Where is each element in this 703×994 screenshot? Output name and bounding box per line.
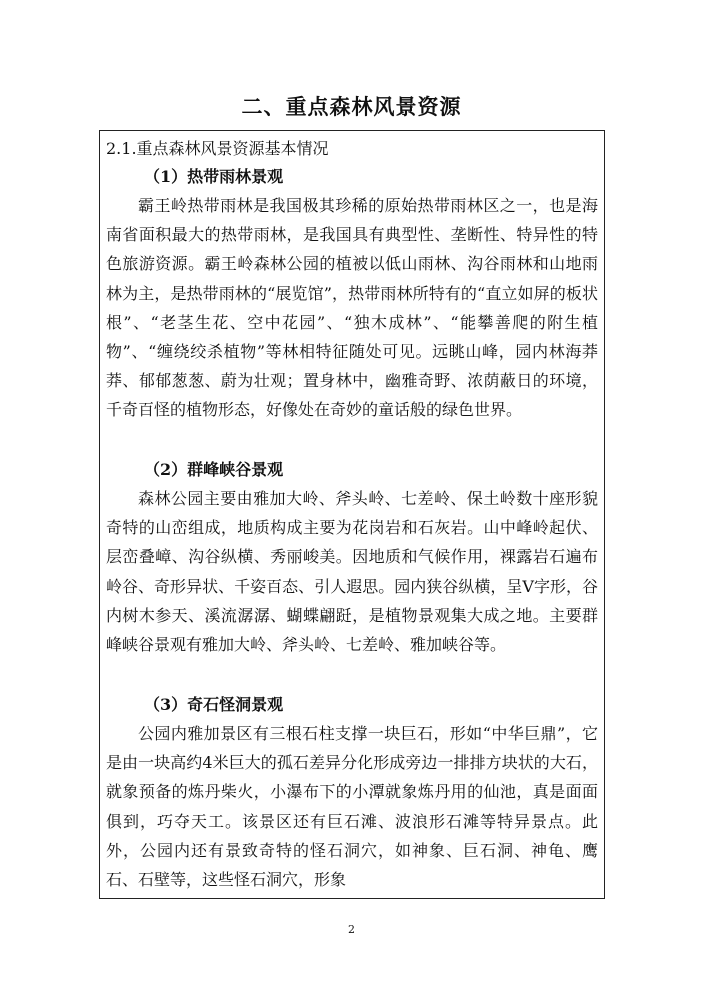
- page-number: 2: [348, 923, 355, 936]
- paragraph-rocks-caves: 公园内雅加景区有三根石柱支撑一块巨石，形如“中华巨鼎”，它是由一块高约4米巨大的孤石差异分化形成旁边一排排方块状的大石，就象预备的炼丹柴火，小瀑布下的小潭就象炼丹用的仙池，真是面面俱到，巧夺天工。该景区还有巨石滩、波浪形石滩等特异景点。此外，公园内还有景致奇特的怪石洞穴，如神象、巨石洞、神龟、鹰石、石壁等，这些怪石洞穴，形象: [106, 724, 598, 890]
- subsection-heading-peaks-valleys: （2）群峰峡谷景观: [144, 460, 284, 479]
- paragraph-peaks-valleys: 森林公园主要由雅加大岭、斧头岭、七差岭、保土岭数十座形貌奇特的山峦组成，地质构成主要为花岗岩和石灰岩。山中峰岭起伏、层峦叠嶂、沟谷纵横、秀丽峻美。因地质和气候作用，裸露岩石遍布岭谷、奇形异状、千姿百态、引人遐思。园内狭谷纵横，呈V字形，谷内树木参天、溪流潺潺、蝴蝶翩跹，是植物景观集大成之地。主要群峰峡谷景观有雅加大岭、斧头岭、七差岭、雅加峡谷等。: [106, 489, 598, 655]
- subsection-heading-rainforest: （1）热带雨林景观: [144, 167, 284, 186]
- paragraph-rainforest: 霸王岭热带雨林是我国极其珍稀的原始热带雨林区之一，也是海南省面积最大的热带雨林，是我国具有典型性、垄断性、特异性的特色旅游资源。霸王岭森林公园的植被以低山雨林、沟谷雨林和山地雨林为主，是热带雨林的“展览馆”，热带雨林所特有的“直立如屏的板状根”、“老茎生花、空中花园”、“独木成林”、“能攀善爬的附生植物”、“缠绕绞杀植物”等林相特征随处可见。远眺山峰，园内林海莽莽、郁郁葱葱、蔚为壮观；置身林中，幽雅奇野、浓荫蔽日的环境，千奇百怪的植物形态，好像处在奇妙的童话般的绿色世界。: [106, 196, 598, 420]
- page-title: 二、重点森林风景资源: [241, 94, 462, 119]
- subsection-heading-rocks-caves: （3）奇石怪洞景观: [144, 695, 284, 714]
- content-table-cell: [99, 130, 605, 899]
- section-heading: 2.1.重点森林风景资源基本情况: [106, 139, 329, 158]
